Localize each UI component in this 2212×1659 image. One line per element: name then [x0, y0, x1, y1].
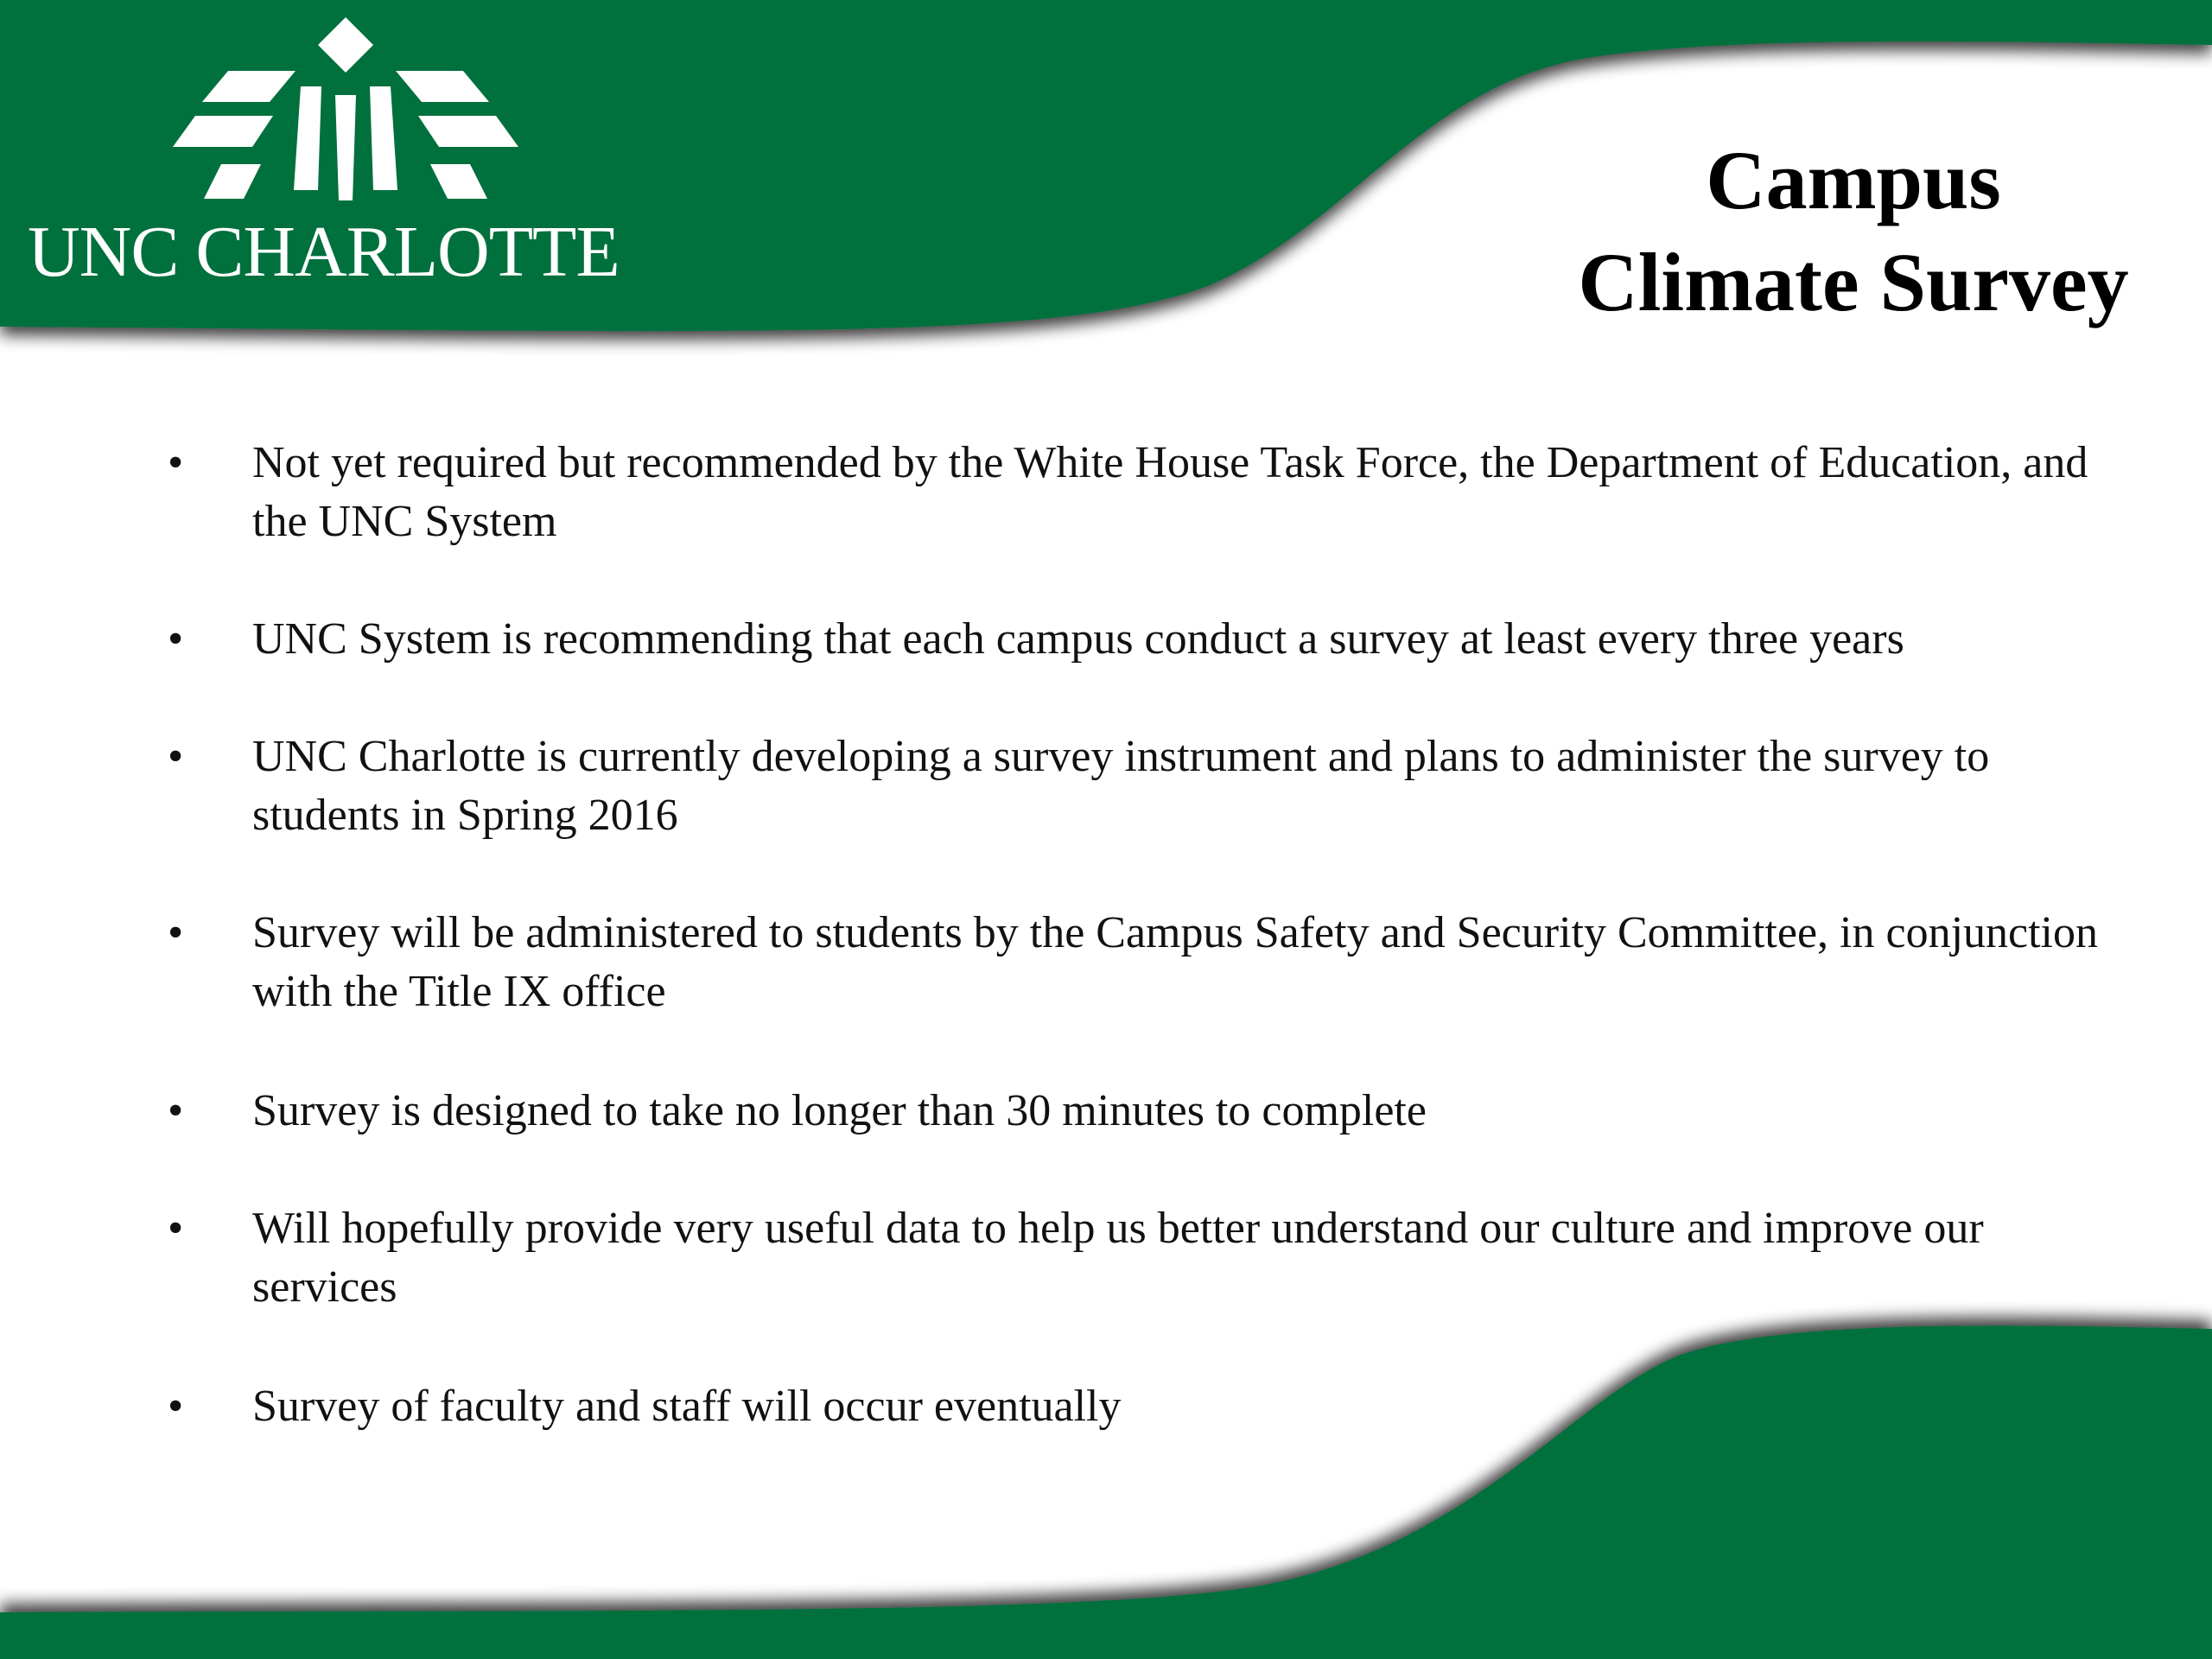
title-line-1: Campus	[1706, 134, 2001, 226]
bullet-dot-icon: •	[168, 732, 184, 781]
logo-wordmark: UNC CHARLOTTE	[28, 212, 620, 292]
list-item-text: Not yet required but recommended by the White House Task Force, the Department of Education, and the UNC System	[252, 438, 2088, 546]
bullet-dot-icon: •	[168, 438, 184, 487]
bullet-dot-icon: •	[168, 1382, 184, 1431]
bottom-green-band	[0, 1325, 2212, 1659]
list-item-text: Survey of faculty and staff will occur eventually	[252, 1382, 1122, 1431]
unc-charlotte-crown-logo-icon	[0, 0, 691, 363]
list-item-text: Survey will be administered to students by the Campus Safety and Security Committee, in conjunction with the Title IX office	[252, 908, 2098, 1016]
list-item-text: Survey is designed to take no longer than 30 minutes to complete	[252, 1086, 1427, 1135]
list-item-text: Will hopefully provide very useful data to help us better understand our culture and improve our services	[252, 1204, 1984, 1312]
list-item-text: UNC Charlotte is currently developing a survey instrument and plans to administer the survey to students in Spring 2016	[252, 732, 1990, 840]
bullet-dot-icon: •	[168, 1204, 184, 1253]
bullet-dot-icon: •	[168, 614, 184, 664]
slide-title	[1512, 130, 2195, 334]
list-item-text: UNC System is recommending that each campus conduct a survey at least every three years	[252, 614, 1904, 664]
bullet-dot-icon: •	[168, 1086, 184, 1135]
title-line-2: Climate Survey	[1578, 236, 2129, 328]
bullet-dot-icon: •	[168, 908, 184, 957]
